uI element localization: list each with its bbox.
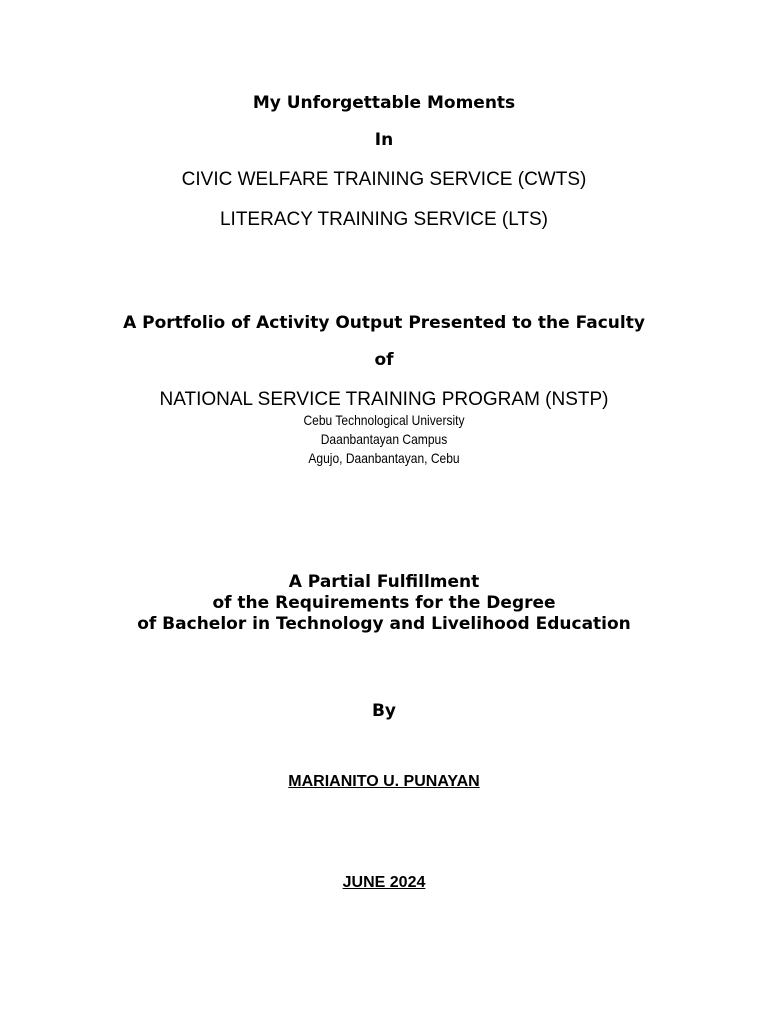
- by-word: By: [371, 701, 397, 721]
- portfolio-line: A Portfolio of Activity Output Presented to the Faculty: [123, 313, 645, 333]
- fulfillment-line-3: of Bachelor in Technology and Livelihood Education: [137, 614, 631, 634]
- submission-date: JUNE 2024: [342, 874, 426, 891]
- campus-name: Daanbantayan Campus: [320, 431, 448, 447]
- of-word: of: [374, 350, 394, 370]
- campus-address: Agujo, Daanbantayan, Cebu: [308, 450, 460, 466]
- program-cwts: CIVIC WELFARE TRAINING SERVICE (CWTS): [181, 169, 587, 190]
- program-lts: LITERACY TRAINING SERVICE (LTS): [219, 209, 548, 230]
- university-name: Cebu Technological University: [303, 412, 465, 428]
- fulfillment-line-1: A Partial Fulfillment: [288, 572, 480, 592]
- nstp-heading: NATIONAL SERVICE TRAINING PROGRAM (NSTP): [159, 389, 609, 410]
- cover-title: My Unforgettable Moments: [252, 93, 516, 113]
- author-name: MARIANITO U. PUNAYAN: [288, 773, 480, 790]
- fulfillment-line-2: of the Requirements for the Degree: [212, 593, 556, 613]
- in-word: In: [374, 130, 394, 150]
